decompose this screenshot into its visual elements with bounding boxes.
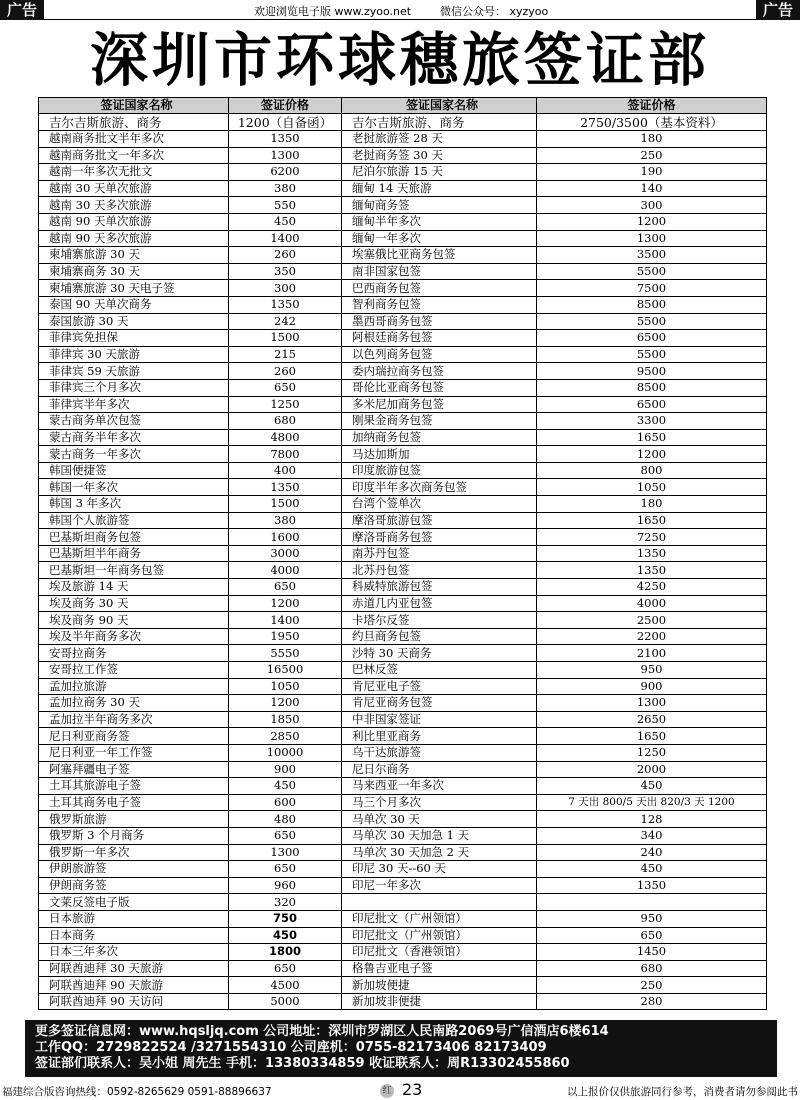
cell-price-left: 650 [229, 379, 342, 396]
cell-country-right: 南苏丹包签 [342, 545, 537, 562]
cell-country-left: 俄罗斯旅游 [39, 811, 229, 828]
cell-country-left: 越南 90 天单次旅游 [39, 213, 229, 230]
table-row [39, 778, 767, 795]
cell-price-left: 1350 [229, 131, 342, 148]
table-row [39, 927, 767, 944]
table-row [39, 744, 767, 761]
header-price-right: 签证价格 [537, 98, 767, 114]
table-row [39, 910, 767, 927]
table-row [39, 811, 767, 828]
cell-price-right: 5500 [537, 313, 767, 330]
table-row [39, 877, 767, 894]
page-badge-icon: 红 [380, 1084, 394, 1098]
cell-country-right: 印尼批文（广州领馆） [342, 927, 537, 944]
cell-country-left: 柬埔寨旅游 30 天 [39, 247, 229, 264]
cell-country-right: 沙特 30 天商务 [342, 645, 537, 662]
table-row [39, 330, 767, 347]
cell-country-left: 泰国旅游 30 天 [39, 313, 229, 330]
cell-country-left: 日本商务 [39, 927, 229, 944]
cell-price-right: 2100 [537, 645, 767, 662]
cell-price-left: 260 [229, 247, 342, 264]
cell-price-right: 9500 [537, 363, 767, 380]
cell-price-left: 1400 [229, 230, 342, 247]
cell-country-right: 印尼批文（香港领馆） [342, 944, 537, 961]
cell-price-left: 5000 [229, 993, 342, 1010]
cell-country-right: 利比里亚商务 [342, 728, 537, 745]
cell-price-right: 1300 [537, 230, 767, 247]
table-row [39, 662, 767, 679]
table-row [39, 512, 767, 529]
cell-price-left: 380 [229, 180, 342, 197]
table-row [39, 794, 767, 811]
cell-price-left: 7800 [229, 446, 342, 463]
cell-country-right: 新加坡便捷 [342, 977, 537, 994]
cell-price-left: 1350 [229, 479, 342, 496]
cell-country-left: 埃及商务 90 天 [39, 612, 229, 629]
table-row [39, 579, 767, 596]
cell-price-right: 1650 [537, 429, 767, 446]
cell-country-right: 马三个月多次 [342, 794, 537, 811]
cell-price-left: 600 [229, 794, 342, 811]
hotline-text: 福建综合版咨询热线：0592-8265629 0591-88896637 [2, 1086, 272, 1098]
header-country-left: 签证国家名称 [39, 98, 229, 114]
cell-country-left: 菲律宾免担保 [39, 330, 229, 347]
cell-country-right: 加纳商务包签 [342, 429, 537, 446]
cell-country-left: 埃及旅游 14 天 [39, 579, 229, 596]
cell-price-left: 4500 [229, 977, 342, 994]
table-row [39, 396, 767, 413]
cell-price-left: 1350 [229, 296, 342, 313]
cell-price-left: 480 [229, 811, 342, 828]
cell-country-right: 老挝商务签 30 天 [342, 147, 537, 164]
cell-country-left: 伊朗旅游签 [39, 861, 229, 878]
page-number: 23 [402, 1080, 423, 1099]
cell-price-left: 1800 [229, 944, 342, 961]
cell-country-right: 摩洛哥商务包签 [342, 529, 537, 546]
cell-country-right: 埃塞俄比亚商务包签 [342, 247, 537, 264]
ad-label-right: 广告 [756, 0, 800, 20]
cell-price-left: 960 [229, 877, 342, 894]
cell-price-left: 1950 [229, 628, 342, 645]
cell-country-right: 格鲁吉亚电子签 [342, 960, 537, 977]
bottom-strip [0, 1080, 800, 1100]
cell-country-left: 埃及商务 30 天 [39, 595, 229, 612]
cell-price-left: 1250 [229, 396, 342, 413]
ad-label-left: 广告 [0, 0, 44, 20]
table-row [39, 429, 767, 446]
cell-price-right: 7 天出 800/5 天出 820/3 天 1200 [537, 794, 767, 811]
cell-price-left: 450 [229, 927, 342, 944]
welcome-text: 欢迎浏览电子版 www.zyoo.net [254, 5, 412, 18]
cell-country-left: 巴基斯坦半年商务 [39, 545, 229, 562]
cell-country-left: 越南 90 天多次旅游 [39, 230, 229, 247]
cell-country-left: 尼日利亚商务签 [39, 728, 229, 745]
cell-country-left: 蒙古商务半年多次 [39, 429, 229, 446]
cell-country-right: 刚果金商务包签 [342, 413, 537, 430]
cell-price-left: 260 [229, 363, 342, 380]
cell-country-right: 缅甸一年多次 [342, 230, 537, 247]
cell-country-right: 印尼一年多次 [342, 877, 537, 894]
table-row [39, 562, 767, 579]
cell-price-right: 2200 [537, 628, 767, 645]
cell-price-left: 1300 [229, 147, 342, 164]
cell-price-left: 380 [229, 512, 342, 529]
cell-price-left: 4800 [229, 429, 342, 446]
cell-price-right: 300 [537, 197, 767, 214]
cell-country-right: 马达加斯加 [342, 446, 537, 463]
wechat-text: 微信公众号： xyzyoo [440, 5, 549, 18]
cell-price-left: 650 [229, 960, 342, 977]
cell-country-right: 缅甸半年多次 [342, 213, 537, 230]
cell-price-right: 7250 [537, 529, 767, 546]
cell-country-right: 卡塔尔反签 [342, 612, 537, 629]
cell-price-left: 680 [229, 413, 342, 430]
cell-country-right: 智利商务包签 [342, 296, 537, 313]
table-row [39, 213, 767, 230]
cell-country-right: 多米尼加商务包签 [342, 396, 537, 413]
cell-price-left: 350 [229, 263, 342, 280]
cell-country-right: 赤道几内亚包签 [342, 595, 537, 612]
cell-price-right: 240 [537, 844, 767, 861]
cell-country-right: 巴林反签 [342, 662, 537, 679]
cell-country-left: 吉尔吉斯旅游、商务 [39, 114, 229, 131]
cell-price-right: 140 [537, 180, 767, 197]
table-row [39, 446, 767, 463]
cell-country-left: 安哥拉商务 [39, 645, 229, 662]
cell-price-right: 280 [537, 993, 767, 1010]
cell-country-left: 泰国 90 天单次商务 [39, 296, 229, 313]
cell-price-left: 1200 [229, 595, 342, 612]
cell-country-left: 孟加拉旅游 [39, 678, 229, 695]
cell-country-left: 阿联酋迪拜 90 天旅游 [39, 977, 229, 994]
page-title: 深圳市环球穗旅签证部 [89, 26, 710, 94]
cell-country-right: 科威特旅游包签 [342, 579, 537, 596]
cell-country-left: 俄罗斯一年多次 [39, 844, 229, 861]
table-row [39, 844, 767, 861]
cell-country-right: 乌干达旅游签 [342, 744, 537, 761]
cell-country-right: 台湾个签单次 [342, 496, 537, 513]
table-row [39, 114, 767, 131]
cell-price-right: 180 [537, 496, 767, 513]
contact-footer [25, 1020, 777, 1077]
cell-country-left: 土耳其旅游电子签 [39, 778, 229, 795]
cell-country-left: 巴基斯坦一年商务包签 [39, 562, 229, 579]
cell-price-right: 2000 [537, 761, 767, 778]
cell-country-right: 墨西哥商务包签 [342, 313, 537, 330]
cell-price-left: 650 [229, 827, 342, 844]
page-number-block [380, 1080, 422, 1099]
cell-price-right: 1650 [537, 728, 767, 745]
table-header-row [39, 98, 767, 114]
table-row [39, 131, 767, 148]
cell-country-left: 俄罗斯 3 个月商务 [39, 827, 229, 844]
cell-price-left: 550 [229, 197, 342, 214]
cell-country-left: 阿联酋迪拜 90 天访问 [39, 993, 229, 1010]
table-row [39, 827, 767, 844]
cell-price-left: 1050 [229, 678, 342, 695]
footer-website-address: 更多签证信息网：www.hqsljq.com 公司地址：深圳市罗湖区人民南路2069号广信酒店6楼614 [35, 1024, 609, 1039]
cell-country-left: 埃及半年商务多次 [39, 628, 229, 645]
cell-price-right: 3300 [537, 413, 767, 430]
cell-country-left: 蒙古商务单次包签 [39, 413, 229, 430]
cell-price-left: 215 [229, 346, 342, 363]
cell-price-right: 450 [537, 778, 767, 795]
table-row [39, 761, 767, 778]
cell-price-right: 3500 [537, 247, 767, 264]
cell-country-right: 肯尼亚商务包签 [342, 695, 537, 712]
cell-country-right: 印度半年多次商务包签 [342, 479, 537, 496]
cell-price-right: 950 [537, 662, 767, 679]
cell-country-right [342, 894, 537, 911]
cell-country-left: 柬埔寨旅游 30 天电子签 [39, 280, 229, 297]
cell-price-left: 242 [229, 313, 342, 330]
table-row [39, 413, 767, 430]
cell-country-left: 阿联酋迪拜 30 天旅游 [39, 960, 229, 977]
cell-country-right: 巴西商务包签 [342, 280, 537, 297]
cell-country-right: 印尼批文（广州领馆） [342, 910, 537, 927]
cell-price-right: 250 [537, 977, 767, 994]
cell-country-left: 韩国 3 年多次 [39, 496, 229, 513]
table-row [39, 296, 767, 313]
cell-country-right: 北苏丹包签 [342, 562, 537, 579]
disclaimer-text: 以上报价仅供旅游同行参考，消费者请勿参阅此书 [567, 1086, 798, 1098]
cell-price-left: 450 [229, 213, 342, 230]
cell-price-right [537, 894, 767, 911]
table-row [39, 197, 767, 214]
cell-price-left: 1500 [229, 496, 342, 513]
cell-price-left: 1850 [229, 711, 342, 728]
cell-country-right: 南非国家包签 [342, 263, 537, 280]
cell-price-left: 1200 [229, 695, 342, 712]
table-row [39, 612, 767, 629]
cell-price-right: 128 [537, 811, 767, 828]
cell-country-right: 尼日尔商务 [342, 761, 537, 778]
cell-country-left: 孟加拉半年商务多次 [39, 711, 229, 728]
cell-price-left: 650 [229, 579, 342, 596]
cell-country-left: 尼日利亚一年工作签 [39, 744, 229, 761]
table-row [39, 379, 767, 396]
cell-country-right: 中非国家签证 [342, 711, 537, 728]
cell-price-right: 190 [537, 164, 767, 181]
cell-country-right: 老挝旅游签 28 天 [342, 131, 537, 148]
cell-country-right: 肯尼亚电子签 [342, 678, 537, 695]
cell-price-left: 750 [229, 910, 342, 927]
cell-country-right: 马来西亚一年多次 [342, 778, 537, 795]
cell-price-left: 1300 [229, 844, 342, 861]
cell-price-left: 5550 [229, 645, 342, 662]
cell-price-right: 680 [537, 960, 767, 977]
table-row [39, 346, 767, 363]
cell-country-right: 以色列商务包签 [342, 346, 537, 363]
cell-price-left: 2850 [229, 728, 342, 745]
cell-country-right: 印度旅游包签 [342, 462, 537, 479]
table-row [39, 678, 767, 695]
table-row [39, 247, 767, 264]
table-row [39, 595, 767, 612]
table-row [39, 147, 767, 164]
cell-price-right: 4250 [537, 579, 767, 596]
cell-country-left: 孟加拉商务 30 天 [39, 695, 229, 712]
cell-price-left: 1600 [229, 529, 342, 546]
cell-country-left: 越南商务批文半年多次 [39, 131, 229, 148]
cell-price-right: 2500 [537, 612, 767, 629]
cell-price-right: 6500 [537, 330, 767, 347]
cell-price-right: 1300 [537, 695, 767, 712]
table-row [39, 711, 767, 728]
cell-price-right: 7500 [537, 280, 767, 297]
table-row [39, 861, 767, 878]
table-row [39, 180, 767, 197]
table-row [39, 479, 767, 496]
cell-country-left: 日本三年多次 [39, 944, 229, 961]
cell-country-left: 日本旅游 [39, 910, 229, 927]
table-row [39, 645, 767, 662]
cell-price-right: 4000 [537, 595, 767, 612]
table-row [39, 529, 767, 546]
cell-price-right: 1200 [537, 213, 767, 230]
cell-price-left: 320 [229, 894, 342, 911]
cell-price-right: 650 [537, 927, 767, 944]
cell-country-left: 柬埔寨商务 30 天 [39, 263, 229, 280]
cell-price-left: 1500 [229, 330, 342, 347]
cell-price-left: 6200 [229, 164, 342, 181]
cell-country-right: 委内瑞拉商务包签 [342, 363, 537, 380]
cell-country-left: 菲律宾 59 天旅游 [39, 363, 229, 380]
table-row [39, 944, 767, 961]
cell-price-left: 650 [229, 861, 342, 878]
cell-price-right: 2650 [537, 711, 767, 728]
header-price-left: 签证价格 [229, 98, 342, 114]
cell-price-right: 1450 [537, 944, 767, 961]
cell-price-left: 400 [229, 462, 342, 479]
cell-country-left: 土耳其商务电子签 [39, 794, 229, 811]
cell-price-right: 180 [537, 131, 767, 148]
table-row [39, 993, 767, 1010]
cell-country-right: 尼泊尔旅游 15 天 [342, 164, 537, 181]
cell-country-left: 越南 30 天多次旅游 [39, 197, 229, 214]
cell-country-right: 摩洛哥旅游包签 [342, 512, 537, 529]
table-body [39, 114, 767, 1010]
cell-price-right: 450 [537, 861, 767, 878]
cell-country-right: 吉尔吉斯旅游、商务 [342, 114, 537, 131]
table-row [39, 977, 767, 994]
cell-country-right: 印尼 30 天--60 天 [342, 861, 537, 878]
cell-price-left: 1200（自备函） [229, 114, 342, 131]
cell-price-left: 4000 [229, 562, 342, 579]
cell-country-right: 缅甸 14 天旅游 [342, 180, 537, 197]
cell-country-right: 马单次 30 天 [342, 811, 537, 828]
cell-price-right: 800 [537, 462, 767, 479]
cell-country-right: 马单次 30 天加急 2 天 [342, 844, 537, 861]
table-row [39, 280, 767, 297]
table-row [39, 960, 767, 977]
cell-country-left: 蒙古商务一年多次 [39, 446, 229, 463]
cell-price-right: 2750/3500（基本资料） [537, 114, 767, 131]
cell-price-right: 6500 [537, 396, 767, 413]
table-row [39, 496, 767, 513]
cell-price-left: 10000 [229, 744, 342, 761]
cell-price-left: 900 [229, 761, 342, 778]
cell-country-left: 韩国个人旅游签 [39, 512, 229, 529]
table-row [39, 695, 767, 712]
table-row [39, 628, 767, 645]
table-row [39, 894, 767, 911]
footer-qq-phone: 工作QQ：2729822524 /3271554310 公司座机：0755-82173406 82173409 [35, 1040, 547, 1055]
cell-price-right: 5500 [537, 346, 767, 363]
table-row [39, 164, 767, 181]
cell-price-right: 1350 [537, 562, 767, 579]
cell-price-right: 8500 [537, 296, 767, 313]
cell-price-right: 340 [537, 827, 767, 844]
cell-price-left: 3000 [229, 545, 342, 562]
visa-price-table [38, 97, 767, 1010]
cell-price-right: 900 [537, 678, 767, 695]
cell-price-right: 250 [537, 147, 767, 164]
cell-country-left: 安哥拉工作签 [39, 662, 229, 679]
cell-country-right: 约旦商务包签 [342, 628, 537, 645]
cell-country-left: 菲律宾半年多次 [39, 396, 229, 413]
cell-price-left: 450 [229, 778, 342, 795]
cell-price-right: 8500 [537, 379, 767, 396]
cell-country-left: 韩国便捷签 [39, 462, 229, 479]
cell-price-right: 1200 [537, 446, 767, 463]
cell-price-right: 1350 [537, 877, 767, 894]
cell-price-right: 1650 [537, 512, 767, 529]
cell-country-left: 文莱反签电子版 [39, 894, 229, 911]
cell-country-right: 缅甸商务签 [342, 197, 537, 214]
table-row [39, 263, 767, 280]
cell-country-left: 巴基斯坦商务包签 [39, 529, 229, 546]
top-bar [0, 0, 800, 20]
cell-price-right: 950 [537, 910, 767, 927]
cell-country-right: 马单次 30 天加急 1 天 [342, 827, 537, 844]
cell-country-left: 阿塞拜疆电子签 [39, 761, 229, 778]
header-country-right: 签证国家名称 [342, 98, 537, 114]
cell-country-left: 越南一年多次无批文 [39, 164, 229, 181]
cell-country-left: 越南 30 天单次旅游 [39, 180, 229, 197]
table-row [39, 313, 767, 330]
cell-country-left: 越南商务批文一年多次 [39, 147, 229, 164]
table-row [39, 545, 767, 562]
cell-country-left: 伊朗商务签 [39, 877, 229, 894]
cell-country-right: 新加坡非便捷 [342, 993, 537, 1010]
cell-price-right: 5500 [537, 263, 767, 280]
cell-price-left: 1400 [229, 612, 342, 629]
table-row [39, 230, 767, 247]
cell-price-left: 16500 [229, 662, 342, 679]
cell-price-right: 1050 [537, 479, 767, 496]
cell-country-right: 阿根廷商务包签 [342, 330, 537, 347]
cell-country-left: 韩国一年多次 [39, 479, 229, 496]
table-row [39, 363, 767, 380]
table-row [39, 728, 767, 745]
table-row [39, 462, 767, 479]
footer-contacts: 签证部们联系人：吴小姐 周先生 手机：13380334859 收证联系人：周R13302455860 [35, 1056, 570, 1071]
cell-price-right: 1250 [537, 744, 767, 761]
cell-price-left: 300 [229, 280, 342, 297]
cell-country-left: 菲律宾三个月多次 [39, 379, 229, 396]
cell-country-left: 菲律宾 30 天旅游 [39, 346, 229, 363]
cell-country-right: 哥伦比亚商务包签 [342, 379, 537, 396]
cell-price-right: 1350 [537, 545, 767, 562]
